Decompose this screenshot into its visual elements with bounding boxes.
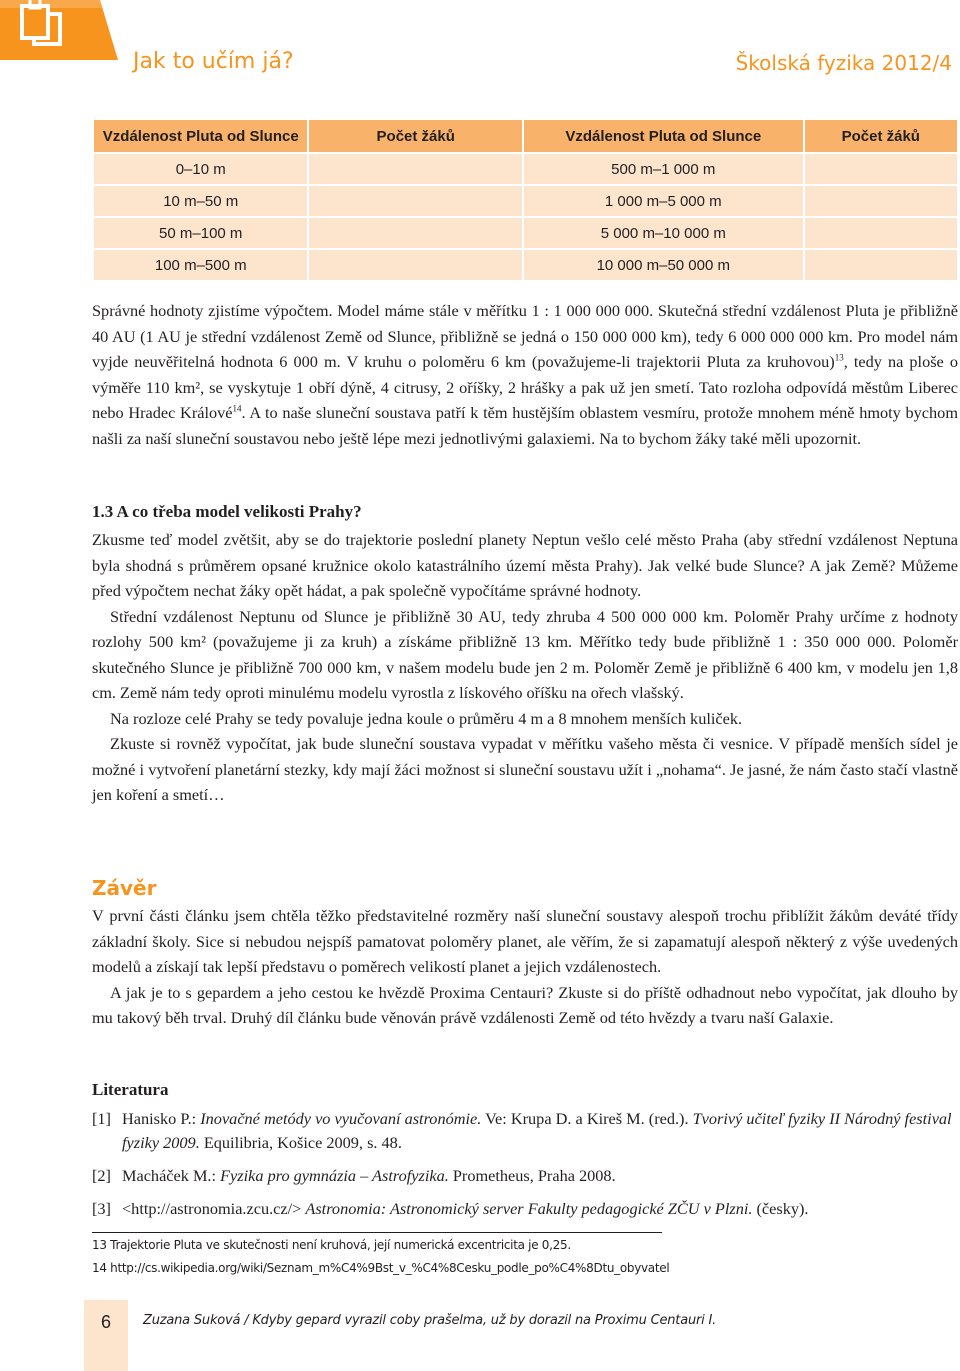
- pluto-distance-table: [92, 118, 959, 282]
- reference-text: Ve: Krupa D. a Kireš M. (red.).: [481, 1109, 693, 1128]
- footnote-divider: [92, 1232, 662, 1233]
- reference-title: Inovačné metódy vo vyučovaní astronómie.: [200, 1109, 482, 1128]
- references-heading: Literatura: [92, 1080, 169, 1099]
- running-footer: Zuzana Suková / Kdyby gepard vyrazil coby prašelma, už by dorazil na Proximu Centauri I.: [143, 1313, 717, 1328]
- paragraph: V první části článku jsem chtěla těžko představitelné rozměry naší sluneční soustavy alespoň trochu přiblížit žákům deváté třídy základní školy. Sice si nebudou nejspíš pamatovat poloměry planet, ale věřím, že si zapamatují alespoň některý z výše uvedených modelů a získají tak lepší představu o poměrech velikostí planet a jejich vzdálenostech.: [92, 906, 958, 976]
- reference-text: Macháček M.:: [122, 1166, 221, 1185]
- table-header-cell: Počet žáků: [805, 120, 957, 152]
- reference-title: Astronomia: Astronomický server Fakulty pedagogické ZČU v Plzni.: [305, 1199, 753, 1218]
- journal-logo-icon: [0, 0, 118, 60]
- reference-title: Tvorivý učiteľ fyziky II Národný festival fyziky 2009.: [122, 1109, 952, 1152]
- reference-item: [92, 1164, 958, 1188]
- page-number-tab: [84, 1300, 128, 1371]
- table-cell: [805, 154, 957, 184]
- table-row: [94, 218, 957, 248]
- table-cell: 0–10 m: [94, 154, 307, 184]
- footnote-ref: 13: [834, 352, 844, 363]
- section-heading: 1.3 A co třeba model velikosti Prahy?: [92, 502, 362, 521]
- table-cell: [309, 154, 521, 184]
- table-header-cell: Vzdálenost Pluta od Slunce: [94, 120, 307, 152]
- table-cell: 10 m–50 m: [94, 186, 307, 216]
- reference-item: [92, 1107, 958, 1155]
- reference-item: [92, 1197, 958, 1221]
- paragraph: A jak je to s gepardem a jeho cestou ke hvězdě Proxima Centauri? Zkuste si do příště odhadnout nebo vypočítat, jak dlouho by mu takový běh trval. Druhý díl článku bude věnován právě vzdálenosti Země od této hvězdy a tvaru naší Galaxie.: [92, 982, 958, 1027]
- reference-title: Fyzika pro gymnázia – Astrofyzika.: [220, 1166, 449, 1185]
- table-cell: [309, 218, 521, 248]
- prague-model-section: [92, 527, 958, 808]
- reference-text: Equilibria, Košice 2009, s. 48.: [199, 1133, 402, 1152]
- table-cell: 100 m–500 m: [94, 250, 307, 280]
- table-cell: 1 000 m–5 000 m: [524, 186, 803, 216]
- header-journal-issue: Školská fyzika 2012/4: [735, 51, 952, 75]
- paragraph: Zkusme teď model zvětšit, aby se do trajektorie poslední planety Neptun vešlo celé město Praha (aby střední vzdálenost Neptuna byla shodná s průměrem opsané kružnice okolo katastrálního území města Prahy). Jak velké bude Slunce? A jak Země? Můžeme před výpočtem nechat žáky opět hádat, a pak společně vypočítáme správné hodnoty.: [92, 530, 958, 600]
- table-cell: 5 000 m–10 000 m: [524, 218, 803, 248]
- paragraph: Na rozloze celé Prahy se tedy povaluje jedna koule o průměru 4 m a 8 mnohem menších kuliček.: [110, 708, 743, 728]
- table-cell: 500 m–1 000 m: [524, 154, 803, 184]
- reference-number: [3]: [92, 1199, 111, 1218]
- table-cell: [309, 186, 521, 216]
- table-header-cell: Počet žáků: [309, 120, 521, 152]
- paragraph-text: Správné hodnoty zjistíme výpočtem. Model máme stále v měřítku 1 : 1 000 000 000. Skutečná střední vzdálenost Pluta je přibližně 40 AU (1 AU je střední vzdálenost Země od Slunce, přibližně se jedná o 150 000 000 km), tedy 6 000 000 000 km. Pro model nám vyjde neuvěřitelná hodnota 6 000 m. V kruhu o poloměru 6 km (považujeme-li trajektorii Pluta za kruhovou): [92, 301, 958, 371]
- paragraph: Zkuste si rovněž vypočítat, jak bude sluneční soustava vypadat v měřítku vašeho města či vesnice. V případě menších sídel je možné i vytvoření planetární stezky, kdy mají žáci možnost si sluneční soustavu užít i „nohama“. Je jasné, že nám často stačí vlastně jen koření a smetí…: [92, 734, 958, 804]
- reference-text: Hanisko P.:: [122, 1109, 201, 1128]
- intro-paragraph: [92, 298, 958, 451]
- footnote-ref: 14: [232, 403, 242, 414]
- conclusion-heading: Závěr: [92, 876, 157, 900]
- paragraph: Střední vzdálenost Neptunu od Slunce je přibližně 30 AU, tedy zhruba 4 500 000 000 km. Poloměr Prahy určíme z hodnoty rozlohy 500 km² (považujeme ji za kruh) a získáme přibližně 13 km. Měřítko tedy bude přibližně 1 : 350 000 000. Poloměr skutečného Slunce je přibližně 700 000 km, v našem modelu bude jen 2 m. Poloměr Země je přibližně 6 400 km, v modelu jen 1,8 cm. Země nám tedy oproti minulému modelu vyrostla z lískového oříšku na ořech vlašský.: [92, 606, 958, 702]
- footnote-13: 13 Trajektorie Pluta ve skutečnosti není kruhová, její numerická excentricita je 0,25.: [92, 1238, 571, 1252]
- references-list: [92, 1107, 958, 1230]
- table-cell: [309, 250, 521, 280]
- table-row: [94, 154, 957, 184]
- reference-text: <http://astronomia.zcu.cz/>: [122, 1199, 306, 1218]
- table-cell: 50 m–100 m: [94, 218, 307, 248]
- reference-text: Prometheus, Praha 2008.: [448, 1166, 616, 1185]
- reference-number: [1]: [92, 1109, 111, 1128]
- table-header-cell: Vzdálenost Pluta od Slunce: [524, 120, 803, 152]
- paragraph-text: , tedy na ploše o výměře 110 km², se vyskytuje 1 obří dýně, 4 citrusy, 2 oříšky, 2 hrášky a pak už jen smetí. Tato rozloha odpovídá městům Liberec nebo Hradec Králové: [92, 352, 958, 422]
- page-number: 6: [100, 1312, 111, 1332]
- table-row: [94, 250, 957, 280]
- header-section-title: Jak to učím já?: [133, 49, 294, 74]
- table-header-row: [94, 120, 957, 152]
- reference-text: (česky).: [752, 1199, 809, 1218]
- paragraph-text: . A to naše sluneční soustava patří k těm hustějším oblastem vesmíru, protože mnohem méně hmoty bychom našli za naší sluneční soustavou nebo ještě lépe mezi jednotlivými galaxiemi. Na to bychom žáky také měli upozornit.: [92, 403, 958, 448]
- table-cell: [805, 186, 957, 216]
- footnote-14: 14 http://cs.wikipedia.org/wiki/Seznam_m%C4%9Bst_v_%C4%8Cesku_podle_po%C4%8Dtu_obyvatel: [92, 1261, 670, 1275]
- reference-number: [2]: [92, 1166, 111, 1185]
- table-cell: [805, 218, 957, 248]
- conclusion-section: [92, 903, 958, 1031]
- table-cell: 10 000 m–50 000 m: [524, 250, 803, 280]
- table-row: [94, 186, 957, 216]
- table-cell: [805, 250, 957, 280]
